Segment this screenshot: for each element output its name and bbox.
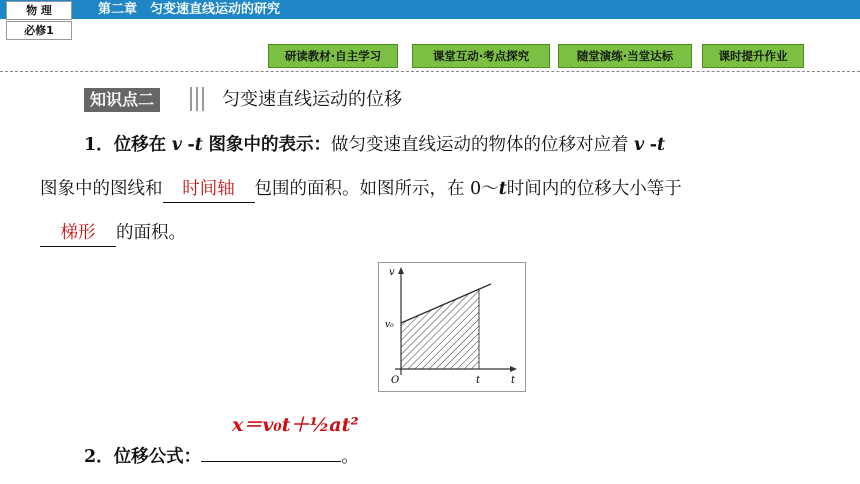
- x-axis-label: t: [511, 375, 516, 386]
- point-text-d: 的面积。: [116, 223, 186, 243]
- point-text-a: 做匀变速直线运动的物体的位移对应着: [330, 135, 629, 155]
- point-lead: 位移在: [113, 135, 167, 155]
- point-1-line-2: [40, 176, 682, 203]
- y-axis-arrow: [398, 267, 404, 274]
- t-tick-label: t: [476, 375, 481, 386]
- x-axis-arrow: [510, 366, 517, 372]
- answer-blank-2[interactable]: 梯形: [40, 220, 116, 247]
- v0-label: v₀: [385, 320, 394, 330]
- var-t: t: [498, 179, 507, 199]
- nav-button-study[interactable]: 研读教材·自主学习: [268, 44, 398, 68]
- point-lead-2: 图象中的表示：: [208, 135, 331, 155]
- point-2-line: [84, 444, 359, 470]
- dash: -: [649, 135, 658, 155]
- trapezoid-area: [401, 289, 479, 369]
- chapter-title: 第二章 匀变速直线运动的研究: [98, 2, 281, 17]
- formula-blank[interactable]: [201, 461, 341, 462]
- answer-blank-1[interactable]: 时间轴: [163, 176, 255, 203]
- origin-label: O: [391, 375, 400, 386]
- var-t: t: [657, 135, 666, 155]
- point-2-label: 2．位移公式：: [84, 447, 202, 467]
- volume-tag: 必修1: [6, 21, 72, 40]
- point-1-line-3: [40, 220, 186, 247]
- nav-button-homework[interactable]: 课时提升作业: [702, 44, 804, 68]
- var-v: v: [171, 135, 182, 155]
- displacement-formula: x＝v₀t＋½at²: [232, 414, 359, 436]
- point-1-line-1: [84, 132, 665, 158]
- point-number: 1．: [84, 135, 114, 155]
- subject-tag: 物 理: [6, 1, 72, 20]
- knowledge-point-badge: 知识点二: [84, 88, 160, 112]
- vt-graph: [378, 262, 526, 392]
- header-divider: [0, 71, 860, 72]
- point-text-c: 时间内的位移大小等于: [506, 179, 682, 199]
- nav-button-interaction[interactable]: 课堂互动·考点探究: [412, 44, 550, 68]
- var-v: v: [634, 135, 645, 155]
- point-2-end: 。: [341, 447, 359, 467]
- point-text-b: 包围的面积。如图所示，在 0～: [254, 179, 499, 199]
- top-header: [0, 0, 860, 36]
- dash: -: [187, 135, 195, 155]
- nav-button-practice[interactable]: 随堂演练·当堂达标: [558, 44, 692, 68]
- badge-decoration: [190, 87, 210, 111]
- vt-graph-svg: [379, 263, 525, 391]
- var-t: t: [194, 135, 203, 155]
- section-title: 匀变速直线运动的位移: [222, 89, 402, 110]
- y-axis-label: v: [389, 267, 395, 278]
- point-tail: 图象中的图线和: [40, 179, 163, 199]
